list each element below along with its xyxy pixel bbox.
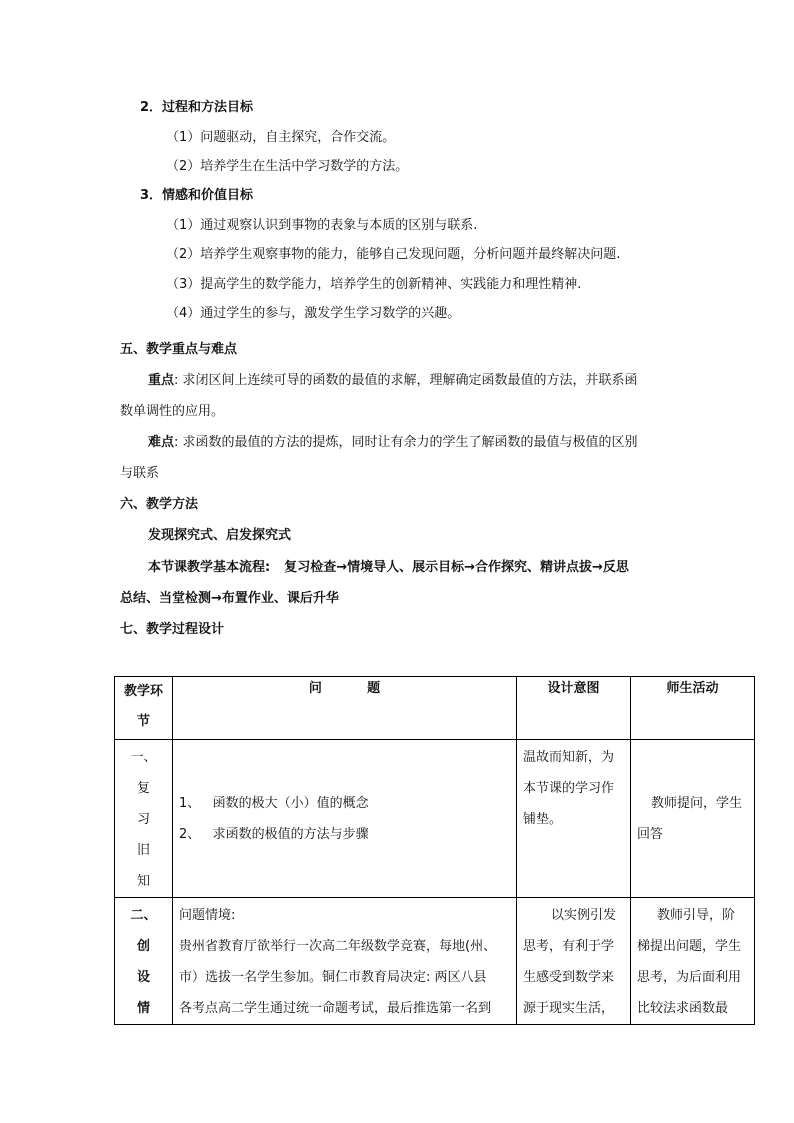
activity-line: 梯提出问题，学生 [637, 939, 742, 954]
table-row [115, 740, 755, 898]
header-intent: 设计意图 [517, 677, 631, 740]
question-line: 问题情境: [179, 908, 236, 923]
activity-line: 回答 [637, 826, 664, 842]
intent-line: 思考，有利于学 [523, 939, 615, 954]
stage-char: 复 [136, 781, 150, 796]
process-design-title: 七、教学过程设计 [120, 622, 225, 637]
methods-title: 六、教学方法 [120, 497, 199, 512]
emotion-goal-4: （4）通过学生的参与，激发学生学习数学的兴趣。 [166, 306, 461, 321]
question-line: 各考点高二学生通过统一命题考试，最后推选第一名到 [179, 1001, 492, 1016]
activity-cell [631, 898, 755, 1025]
difficulty-label: 难点 [148, 435, 175, 450]
header-stage-line-1: 教学环 [123, 684, 163, 699]
intent-line: 铺垫。 [523, 812, 563, 827]
stage-char: 习 [136, 812, 150, 827]
stage-cell [115, 898, 173, 1025]
key-label: 重点 [148, 373, 175, 388]
lesson-design-table [114, 676, 755, 1025]
question-line: 2、 求函数的极值的方法与步骤 [179, 826, 369, 842]
difficulty-line-1 [148, 435, 638, 451]
emotion-goal-1: （1）通过观察认识到事物的表象与本质的区别与联系. [166, 218, 478, 233]
intent-line: 温故而知新，为 [523, 750, 615, 765]
header-stage-line-2: 节 [136, 714, 150, 729]
header-question: 问 题 [173, 677, 517, 740]
activity-line: 比较法求函数最 [637, 1001, 729, 1016]
stage-char: 情 [136, 1001, 150, 1016]
emotion-goal-2: （2）培养学生观察事物的能力，能够自己发现问题，分析问题并最终解决问题. [166, 247, 621, 262]
table-header-row [115, 677, 755, 740]
activity-line: 教师提问，学生 [651, 795, 743, 811]
question-line: 市）选拔一名学生参加。铜仁市教育局决定: 两区八县 [179, 970, 487, 985]
flow-label: 本节课教学基本流程: [148, 560, 271, 575]
stage-char: 知 [136, 874, 150, 889]
stage-char: 创 [136, 939, 150, 954]
activity-cell [631, 740, 755, 898]
emotion-goal-title: 3．情感和价值目标 [140, 188, 254, 203]
process-goal-title: 2．过程和方法目标 [140, 100, 254, 115]
key-text: : 求闭区间上连续可导的函数的最值的求解，理解确定函数最值的方法，并联系函 [174, 373, 638, 388]
intent-line: 源于现实生活， [523, 1001, 615, 1016]
activity-line: 教师引导，阶 [657, 908, 736, 923]
question-line: 贵州省教育厅欲举行一次高二年级数学竞赛，每地(州、 [179, 939, 497, 954]
stage-char: 二、 [130, 908, 157, 923]
intent-line: 本节课的学习作 [523, 781, 615, 796]
stage-char: 设 [136, 970, 150, 985]
flow-text: 复习检查→情境导人、展示目标→合作探究、精讲点拔→反思 [284, 560, 629, 575]
emotion-goal-3: （3）提高学生的数学能力，培养学生的创新精神、实践能力和理性精神. [166, 277, 582, 292]
stage-char: 旧 [136, 843, 150, 858]
difficulty-text: : 求函数的最值的方法的提炼，同时让有余力的学生了解函数的最值与极值的区别 [174, 435, 638, 450]
activity-line: 思考，为后面利用 [637, 970, 742, 985]
intent-cell [517, 898, 631, 1025]
question-cell [173, 898, 517, 1025]
process-goal-1: （1）问题驱动，自主探究，合作交流。 [166, 130, 396, 145]
header-stage [115, 677, 173, 740]
methods-text: 发现探究式、启发探究式 [148, 528, 292, 543]
question-line: 1、 函数的极大（小）值的概念 [179, 795, 369, 811]
stage-char: 一、 [130, 750, 157, 765]
intent-cell [517, 740, 631, 898]
intent-line: 以实例引发 [551, 908, 617, 923]
difficulty-line-2: 与联系 [120, 466, 160, 481]
intent-line: 生感受到数学来 [523, 970, 615, 985]
key-points-title: 五、教学重点与难点 [120, 342, 238, 357]
flow-line-1 [148, 560, 629, 576]
table-row [115, 898, 755, 1025]
flow-line-2: 总结、当堂检测→布置作业、课后升华 [120, 591, 339, 606]
key-point-line-1 [148, 373, 638, 389]
process-goal-2: （2）培养学生在生活中学习数学的方法。 [166, 159, 409, 174]
stage-cell [115, 740, 173, 898]
header-activity: 师生活动 [631, 677, 755, 740]
question-cell [173, 740, 517, 898]
key-point-line-2: 数单调性的应用。 [120, 404, 225, 419]
